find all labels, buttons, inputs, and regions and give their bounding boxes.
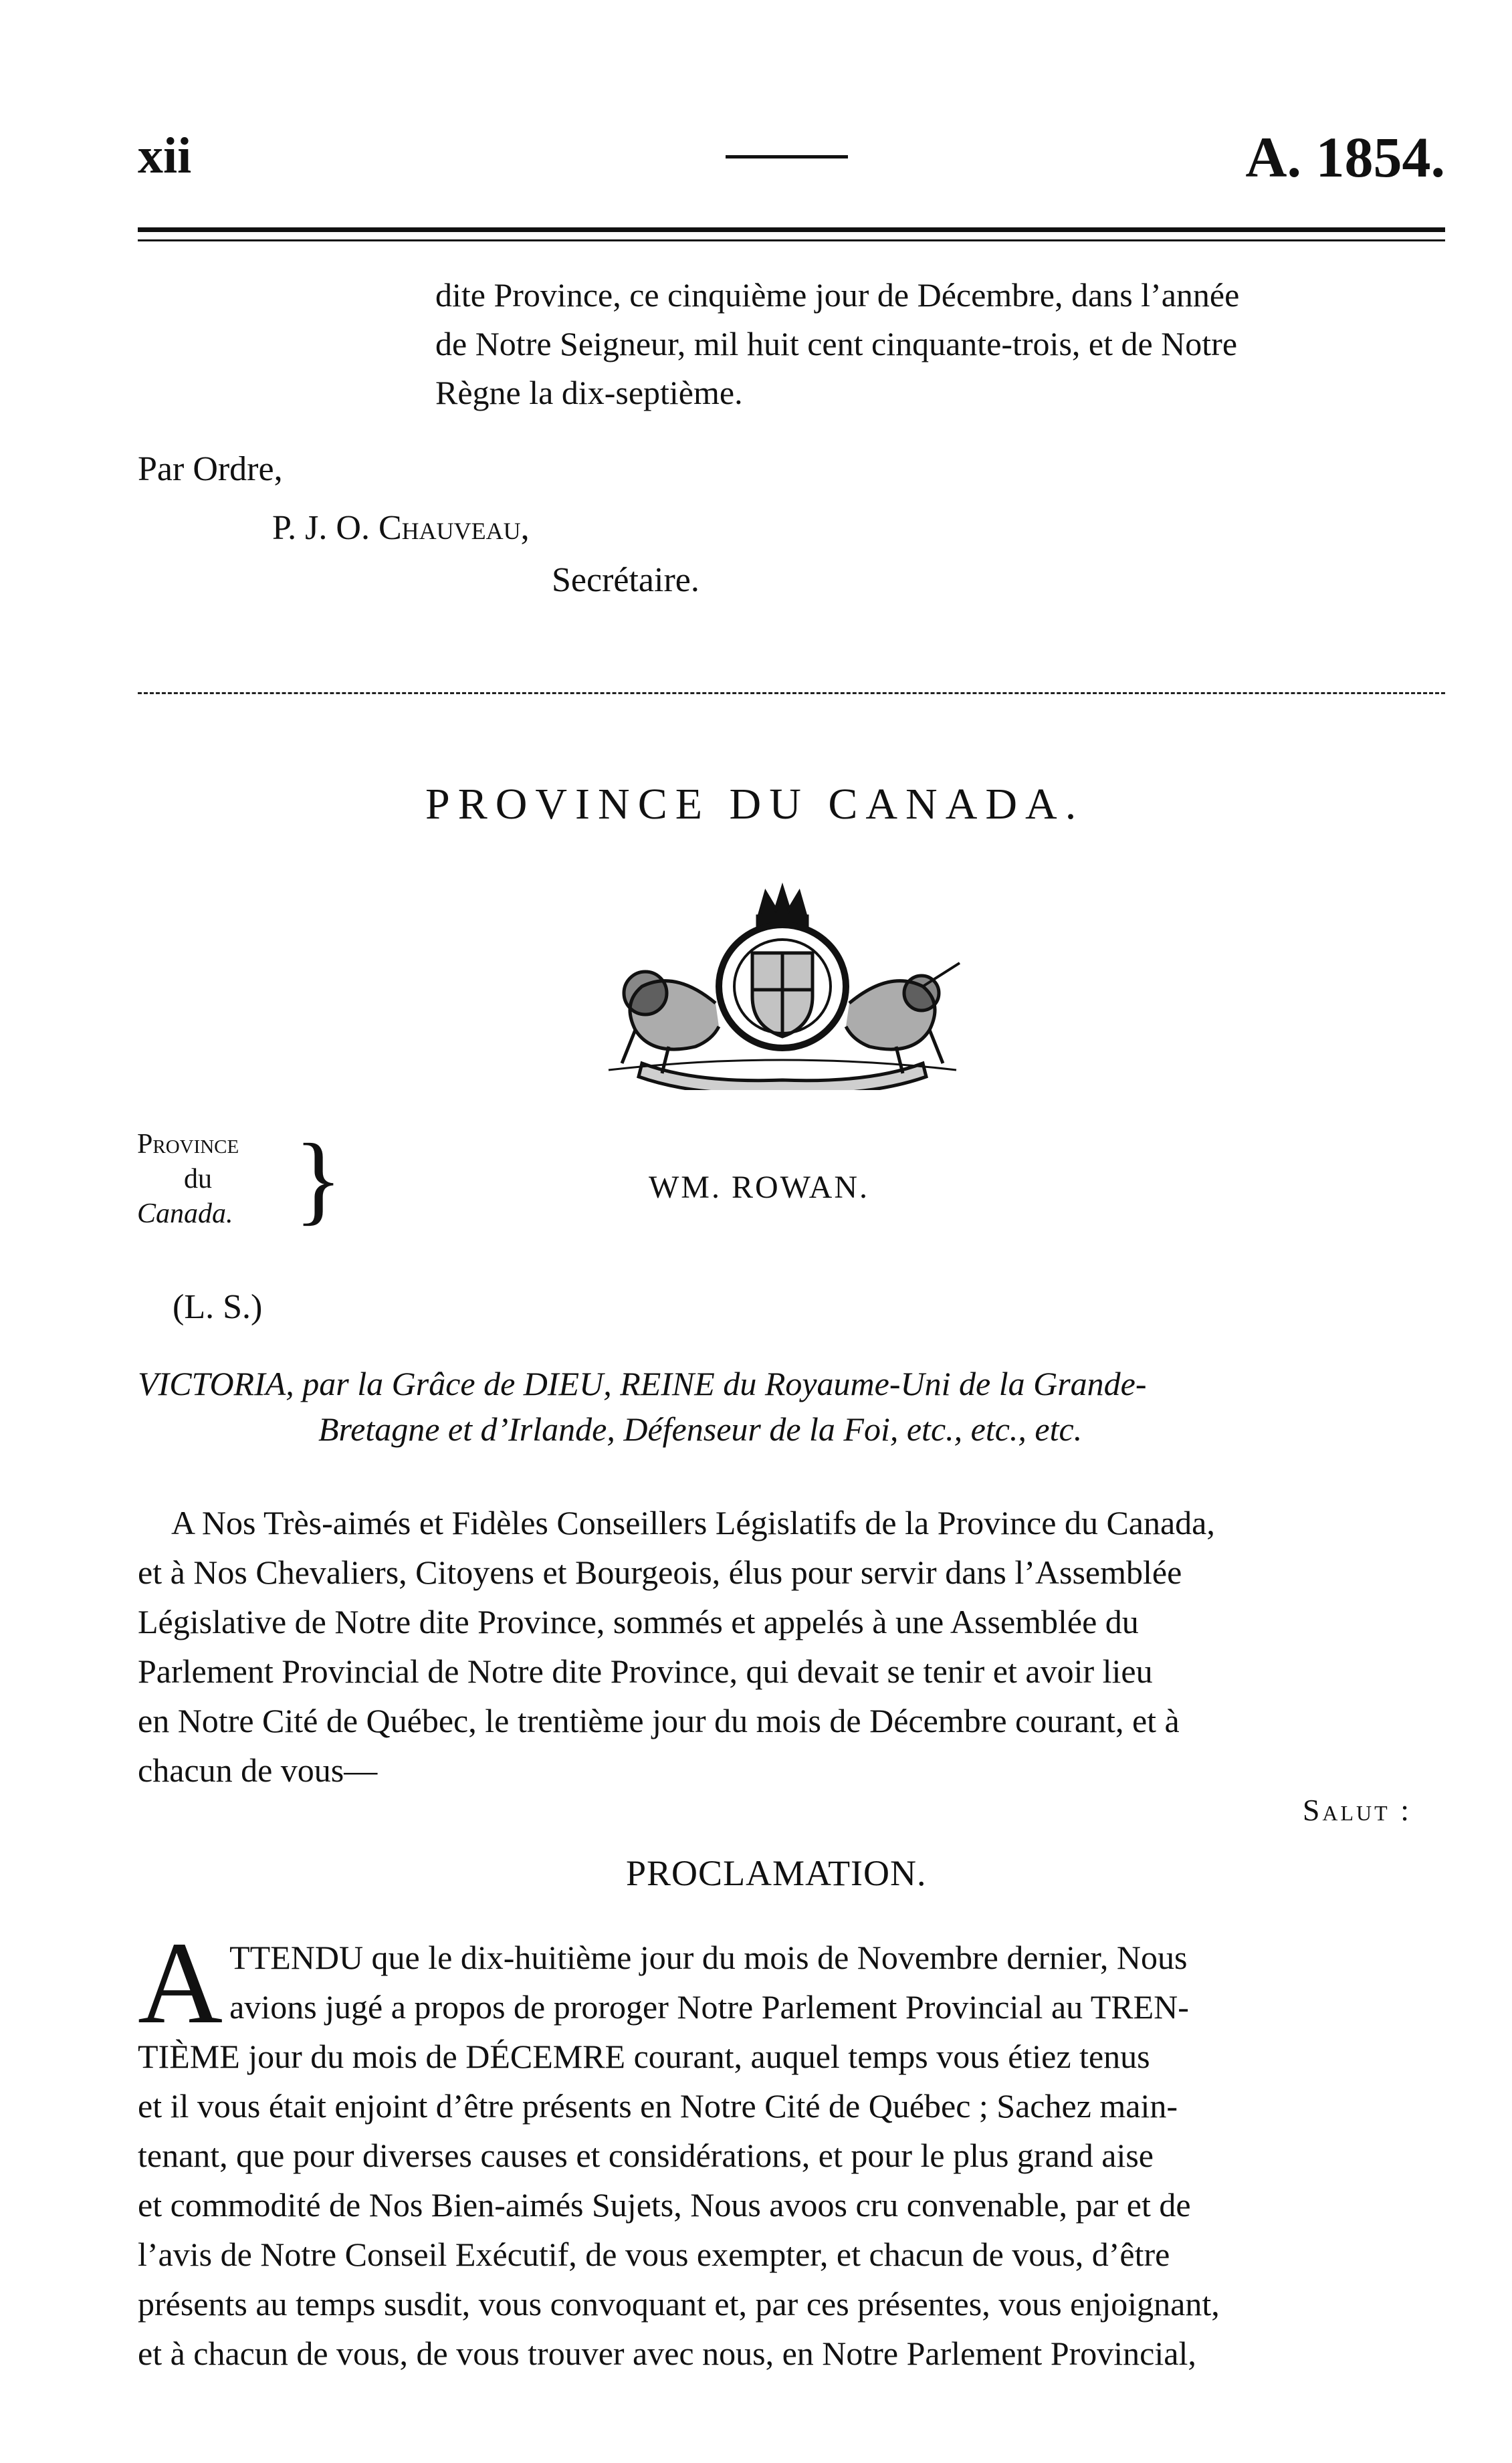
header-rule-thin (138, 239, 1445, 241)
royal-style (138, 1361, 1445, 1452)
governor-name: WM. ROWAN. (649, 1170, 869, 1205)
seal-mark: (L. S.) (173, 1288, 263, 1326)
royal-coat-of-arms-icon (595, 869, 970, 1093)
address-paragraph (138, 1498, 1448, 1795)
text-line: dite Province, ce cinquième jour de Décembre, dans l’année (435, 276, 1240, 314)
text-line: avions jugé a propos de proroger Notre Parlement Provincial au TREN- (229, 1988, 1189, 2026)
text-line: l’avis de Notre Conseil Exécutif, de vous exempter, et chacun de vous, d’être (138, 2236, 1170, 2273)
royal-style-line: VICTORIA, par la Grâce de DIEU, REINE du Royaume-Uni de la Grande- (138, 1365, 1147, 1402)
text-line: Parlement Provincial de Notre dite Province, qui devait se tenir et avoir lieu (138, 1652, 1153, 1690)
page-year: A. 1854. (1245, 125, 1445, 189)
brace-icon: } (294, 1123, 342, 1235)
drop-cap: A (138, 1918, 223, 2048)
text-line: et il vous était enjoint d’être présents en Notre Cité de Québec ; Sachez main- (138, 2087, 1178, 2125)
royal-style-line: Bretagne et d’Irlande, Défenseur de la Foi, etc., etc., etc. (318, 1410, 1083, 1448)
text-line: tenant, que pour diverses causes et considérations, et pour le plus grand aise (138, 2137, 1154, 2174)
signatory-title: Secrétaire. (552, 561, 699, 599)
text-line: TIÈME jour du mois de DÉCEMRE courant, auquel temps vous étiez tenus (138, 2038, 1150, 2075)
text-line: présents au temps susdit, vous convoquant et, par ces présentes, vous enjoignant, (138, 2285, 1220, 2323)
proclamation-body (138, 1918, 1448, 2378)
text-line: en Notre Cité de Québec, le trentième jour du mois de Décembre courant, et à (138, 1702, 1180, 1739)
header-dash (726, 155, 848, 158)
text-line: chacun de vous— (138, 1751, 378, 1789)
signatory-name: P. J. O. Chauveau, (272, 509, 530, 547)
par-ordre: Par Ordre, (138, 450, 283, 488)
proclamation-title: PROCLAMATION. (626, 1853, 927, 1893)
province-seal-label (137, 1127, 239, 1231)
header-rule-thick (138, 227, 1445, 232)
salutation: Salut : (1302, 1793, 1412, 1827)
continuation-paragraph (435, 271, 1452, 417)
section-divider (138, 692, 1445, 694)
text-line: Règne la dix-septième. (435, 374, 743, 411)
province-line: du (184, 1164, 212, 1194)
text-line: de Notre Seigneur, mil huit cent cinquante-trois, et de Notre (435, 325, 1238, 362)
text-line: et commodité de Nos Bien-aimés Sujets, Nous avoos cru convenable, par et de (138, 2186, 1191, 2224)
province-line: Canada. (137, 1198, 233, 1229)
text-line: et à chacun de vous, de vous trouver avec nous, en Notre Parlement Provincial, (138, 2335, 1196, 2372)
text-line: Législative de Notre dite Province, sommés et appelés à une Assemblée du (138, 1603, 1139, 1640)
page-folio: xii (138, 128, 192, 184)
section-title: PROVINCE DU CANADA. (425, 780, 1085, 829)
text-line: A Nos Très-aimés et Fidèles Conseillers Législatifs de la Province du Canada, (171, 1504, 1215, 1541)
province-line: Province (137, 1129, 239, 1160)
text-line: TTENDU que le dix-huitième jour du mois de Novembre dernier, Nous (229, 1939, 1188, 1976)
text-line: et à Nos Chevaliers, Citoyens et Bourgeois, élus pour servir dans l’Assemblée (138, 1554, 1182, 1591)
